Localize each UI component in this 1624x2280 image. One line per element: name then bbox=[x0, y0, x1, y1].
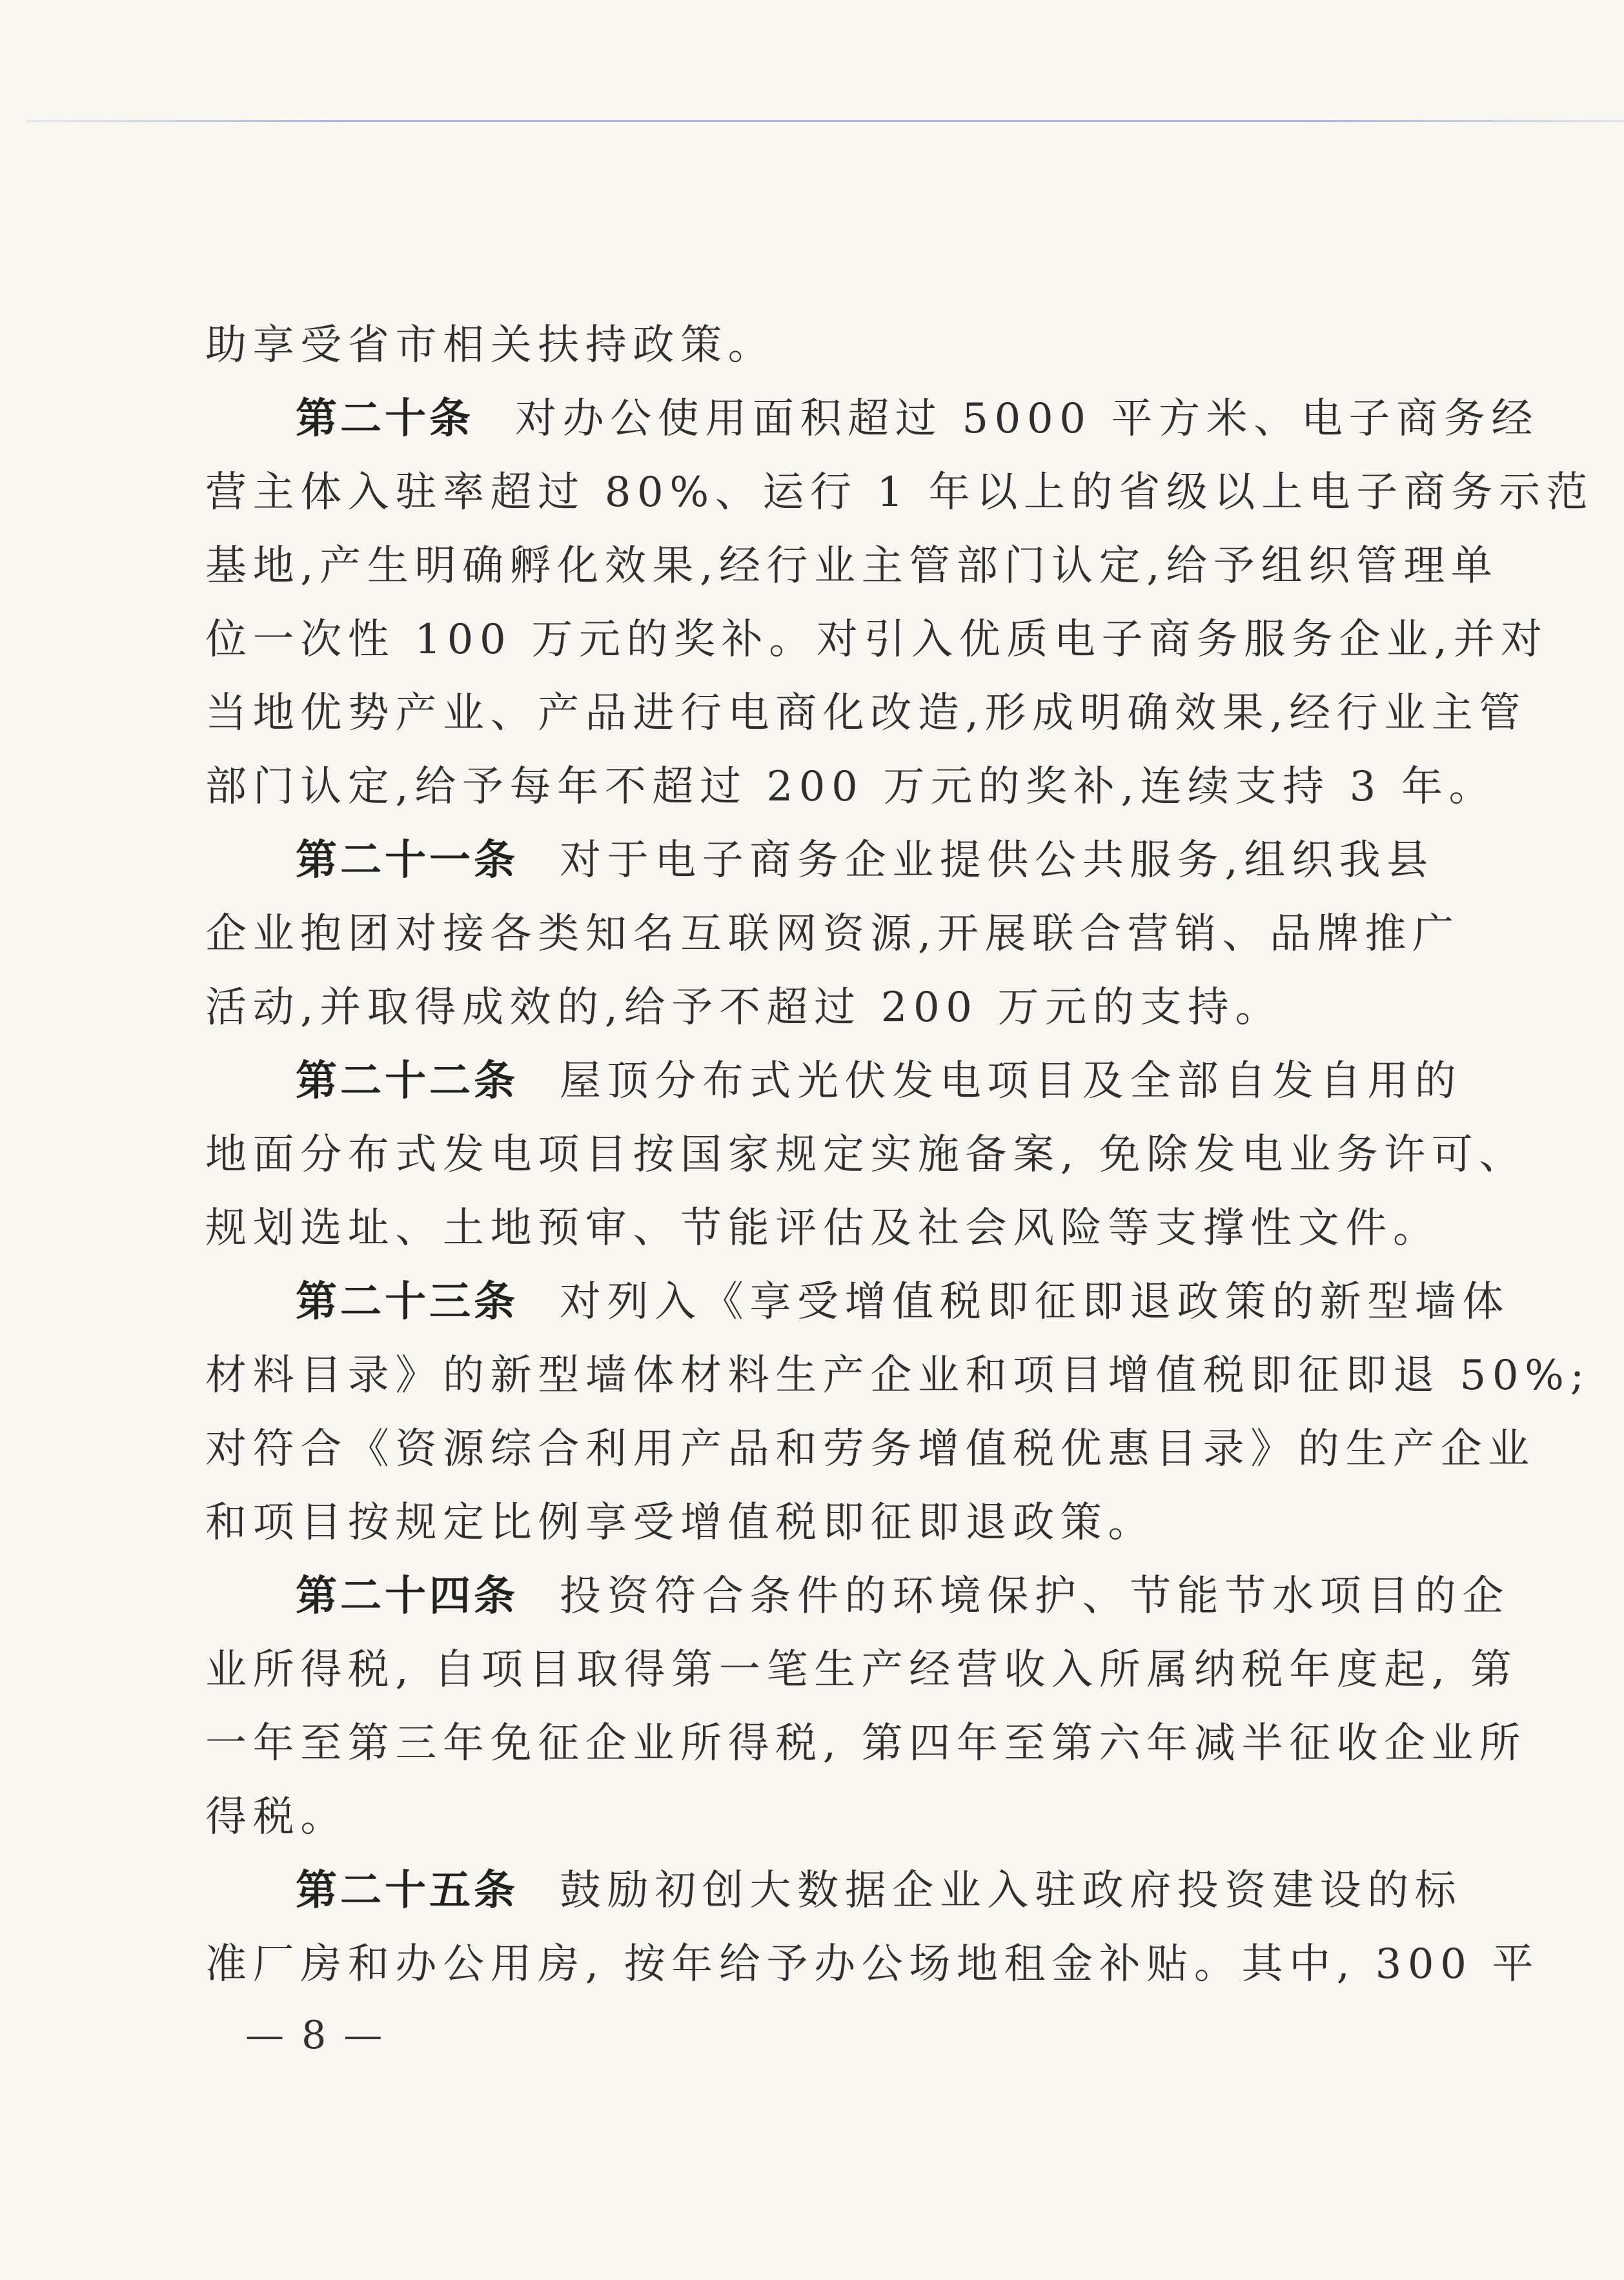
text-line: 得税。 bbox=[205, 1793, 348, 1841]
text-line: 企业抱团对接各类知名互联网资源,开展联合营销、品牌推广 bbox=[205, 910, 1460, 958]
text-line: 当地优势产业、产品进行电商化改造,形成明确效果,经行业主管 bbox=[205, 689, 1527, 737]
text-line: 活动,并取得成效的,给予不超过 200 万元的支持。 bbox=[205, 984, 1283, 1032]
text-line: 业所得税, 自项目取得第一笔生产经营收入所属纳税年度起, 第 bbox=[205, 1646, 1518, 1694]
text-line: 和项目按规定比例享受增值税即征即退政策。 bbox=[205, 1499, 1155, 1547]
article-20-line: 第二十条 对办公使用面积超过 5000 平方米、电子商务经 bbox=[296, 395, 1539, 443]
article-heading: 第二十二条 bbox=[296, 1057, 518, 1105]
text-line: 助享受省市相关扶持政策。 bbox=[205, 321, 776, 369]
article-24-line: 第二十四条 投资符合条件的环境保护、节能节水项目的企 bbox=[296, 1573, 1510, 1620]
article-23-line: 第二十三条 对列入《享受增值税即征即退政策的新型墙体 bbox=[296, 1278, 1510, 1326]
text-line: 基地,产生明确孵化效果,经行业主管部门认定,给予组织管理单 bbox=[205, 542, 1499, 590]
article-heading: 第二十四条 bbox=[296, 1573, 518, 1620]
text-line: 一年至第三年免征企业所得税, 第四年至第六年减半征收企业所 bbox=[205, 1720, 1527, 1767]
text-line: 规划选址、土地预审、节能评估及社会风险等支撑性文件。 bbox=[205, 1205, 1441, 1252]
article-heading: 第二十一条 bbox=[296, 837, 518, 884]
page-number: — 8 — bbox=[245, 2013, 385, 2058]
text-line: 营主体入驻率超过 80%、运行 1 年以上的省级以上电子商务示范 bbox=[205, 469, 1594, 516]
article-heading: 第二十五条 bbox=[296, 1867, 518, 1915]
article-21-line: 第二十一条 对于电子商务企业提供公共服务,组织我县 bbox=[296, 837, 1434, 884]
text-line: 部门认定,给予每年不超过 200 万元的奖补,连续支持 3 年。 bbox=[205, 763, 1497, 811]
text-line: 材料目录》的新型墙体材料生产企业和项目增值税即征即退 50%; bbox=[205, 1352, 1590, 1400]
article-heading: 第二十三条 bbox=[296, 1278, 518, 1326]
text-line: 对符合《资源综合利用产品和劳务增值税优惠目录》的生产企业 bbox=[205, 1425, 1536, 1473]
text-line: 地面分布式发电项目按国家规定实施备案, 免除发电业务许可、 bbox=[205, 1131, 1527, 1179]
text-line: 准厂房和办公用房, 按年给予办公场地租金补贴。其中, 300 平 bbox=[205, 1940, 1540, 1988]
text-line: 位一次性 100 万元的奖补。对引入优质电子商务服务企业,并对 bbox=[205, 616, 1548, 664]
article-heading: 第二十条 bbox=[296, 395, 474, 443]
article-25-line: 第二十五条 鼓励初创大数据企业入驻政府投资建设的标 bbox=[296, 1867, 1463, 1915]
body-text bbox=[205, 309, 1594, 2001]
article-22-line: 第二十二条 屋顶分布式光伏发电项目及全部自发自用的 bbox=[296, 1057, 1463, 1105]
top-rule-line bbox=[26, 120, 1624, 122]
